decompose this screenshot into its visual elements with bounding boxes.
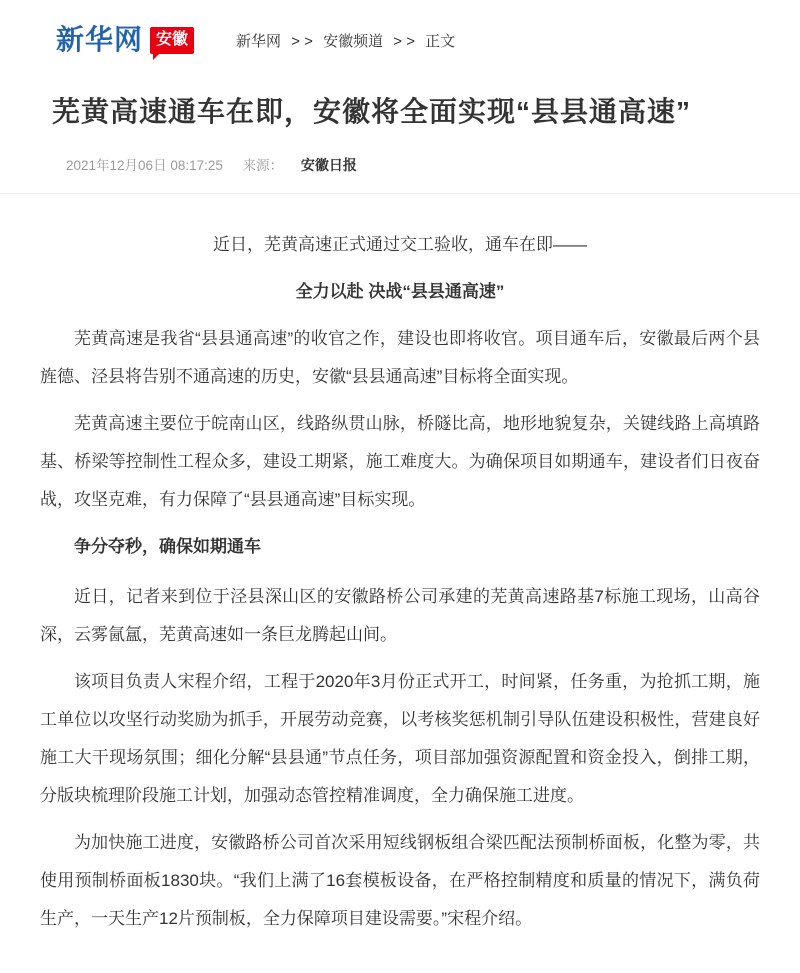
breadcrumb xyxy=(236,30,455,51)
logo-text: 新华网 xyxy=(56,24,144,55)
article-body xyxy=(0,194,800,973)
article-title: 芜黄高速通车在即，安徽将全面实现“县县通高速” xyxy=(52,96,692,127)
article xyxy=(0,94,800,973)
article-paragraph: 近日，记者来到位于泾县深山区的安徽路桥公司承建的芜黄高速路基7标施工现场，山高谷深，云雾氤氲，芜黄高速如一条巨龙腾起山间。 xyxy=(40,587,760,645)
article-paragraph: 芜黄高速是我省“县县通高速”的收官之作，建设也即将收官。项目通车后，安徽最后两个县旌德、泾县将告别不通高速的历史，安徽“县县通高速”目标将全面实现。 xyxy=(40,329,760,387)
source-name: 安徽日报 xyxy=(300,157,357,174)
breadcrumb-channel-link[interactable]: 安徽频道 xyxy=(323,32,384,50)
source-label: 来源： xyxy=(242,158,284,174)
article-subheading: 争分夺秒，确保如期通车 xyxy=(74,537,261,557)
breadcrumb-separator: > > xyxy=(393,32,415,50)
article-section-title: 全力以赴 决战“县县通高速” xyxy=(295,282,505,302)
site-header xyxy=(0,0,800,54)
publish-datetime: 2021年12月06日 08:17:25 xyxy=(66,158,223,174)
article-paragraph: 芜黄高速主要位于皖南山区，线路纵贯山脉，桥隧比高，地形地貌复杂，关键线路上高填路基、桥梁等控制性工程众多，建设工期紧，施工难度大。为确保项目如期通车，建设者们日夜奋战，攻坚克难，有力保障了“县县通高速”目标实现。 xyxy=(40,414,760,510)
breadcrumb-home-link[interactable]: 新华网 xyxy=(236,32,282,50)
logo-region-badge: 安徽 xyxy=(150,27,194,54)
xinhuanet-logo[interactable] xyxy=(56,26,194,54)
breadcrumb-current: 正文 xyxy=(425,32,456,50)
article-paragraph: 近日，芜黄高速正式通过交工验收，通车在即—— xyxy=(213,235,587,255)
article-paragraph: 该项目负责人宋程介绍，工程于2020年3月份正式开工，时间紧，任务重，为抢抓工期，施工单位以攻坚行动奖励为抓手，开展劳动竞赛，以考核奖惩机制引导队伍建设积极性，营建良好施工大干现场氛围；细化分解“县县通”节点任务，项目部加强资源配置和资金投入，倒排工期，分版块梳理阶段施工计划，加强动态管控精准调度，全力确保施工进度。 xyxy=(40,672,760,806)
article-meta xyxy=(66,154,748,175)
article-paragraph: 为加快施工进度，安徽路桥公司首次采用短线钢板组合梁匹配法预制桥面板，化整为零，共使用预制桥面板1830块。“我们上满了16套模板设备，在严格控制精度和质量的情况下，满负荷生产，一天生产12片预制板，全力保障项目建设需要。”宋程介绍。 xyxy=(40,833,760,929)
breadcrumb-separator: > > xyxy=(291,32,313,50)
